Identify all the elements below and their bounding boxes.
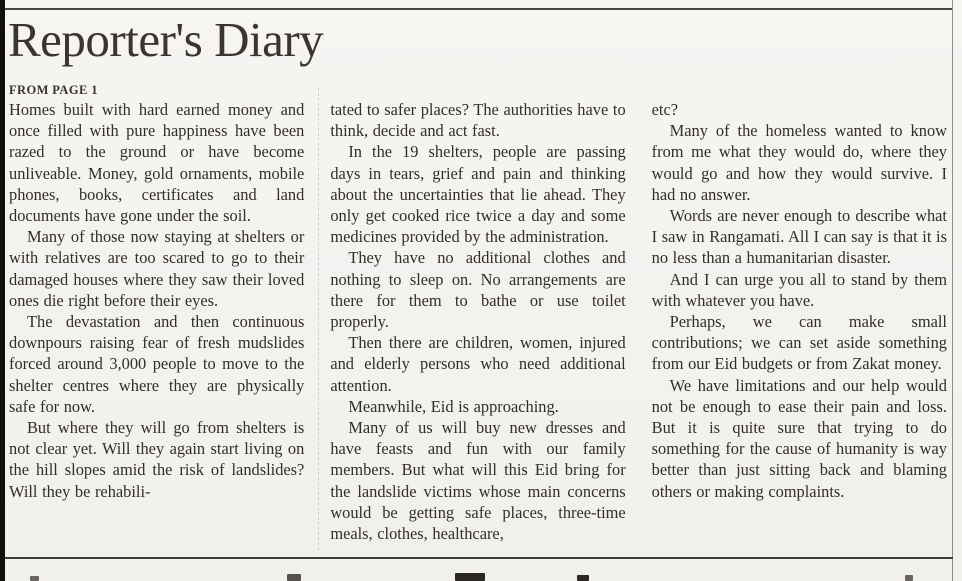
article-paragraph: They have no additional clothes and nothing to sleep on. No arrangements are there for them to bathe or use toilet properly. [330, 248, 626, 332]
article-column-3 [652, 99, 947, 551]
scan-edge-bar [0, 0, 5, 581]
article-paragraph: Then there are children, women, injured and elderly persons who need additional attention. [330, 333, 626, 395]
article-paragraph: Homes built with hard earned money and once filled with pure happiness have been razed to the ground or have become unliveable. Money, gold ornaments, mobile phones, books, certificates and land documents have gone under the soil. [9, 100, 305, 226]
article-column-2 [330, 99, 625, 551]
article-paragraph: tated to safer places? The authorities have to think, decide and act fast. [330, 100, 626, 141]
continuation-kicker: FROM PAGE 1 [9, 83, 98, 97]
article-paragraph: But where they will go from shelters is not clear yet. Will they again start living on the hill slopes amid the risk of landslides? Will they be rehabili- [9, 418, 305, 501]
cropped-headline-fragment [287, 574, 301, 581]
article-paragraph: Many of us will buy new dresses and have feasts and fun with our family members. But what will this Eid bring for the landslide victims whose main concerns would be getting safe places, three-time meals, clothes, healthcare, [330, 418, 626, 544]
article-paragraph: Many of the homeless wanted to know from me what they would do, where they would go and how they would survive. I had no answer. [651, 121, 947, 204]
article-paragraph: etc? [651, 100, 679, 119]
article-paragraph: Words are never enough to describe what I saw in Rangamati. All I can say is that it is no less than a humanitarian disaster. [651, 206, 947, 268]
article-paragraph: Perhaps, we can make small contributions; we can set aside something from our Eid budgets or from Zakat money. [651, 312, 947, 374]
article-title: Reporter's Diary [8, 12, 324, 67]
cropped-headline-fragment [30, 576, 39, 581]
article-paragraph: In the 19 shelters, people are passing days in tears, grief and pain and thinking about the uncertainties that lie ahead. They only get cooked rice twice a day and some medicines provided by the administration. [330, 142, 626, 247]
article-paragraph: And I can urge you all to stand by them with whatever you have. [651, 269, 947, 310]
article-paragraph: The devastation and then continuous downpours raising fear of fresh mudslides forced around 3,000 people to move to the shelter centres where they are physically safe for now. [9, 312, 305, 416]
article-paragraph: Many of those now staying at shelters or with relatives are too scared to go to their damaged houses where they saw their loved ones die right before their eyes. [9, 227, 305, 310]
top-rule [5, 8, 953, 10]
cropped-headline-fragment [577, 575, 589, 581]
page-edge-rule [952, 0, 953, 581]
article-column-1 [9, 99, 304, 551]
article-paragraph: We have limitations and our help would not be enough to ease their pain and loss. But it is quite sure that trying to do something for the cause of humanity is way better than just sitting back and blaming others or making complaints. [651, 375, 947, 501]
article-body [9, 99, 947, 551]
cropped-headline-fragment [905, 575, 913, 581]
cropped-headline-fragment [455, 573, 485, 581]
bottom-rule [5, 557, 953, 559]
article-paragraph: Meanwhile, Eid is approaching. [348, 396, 559, 416]
